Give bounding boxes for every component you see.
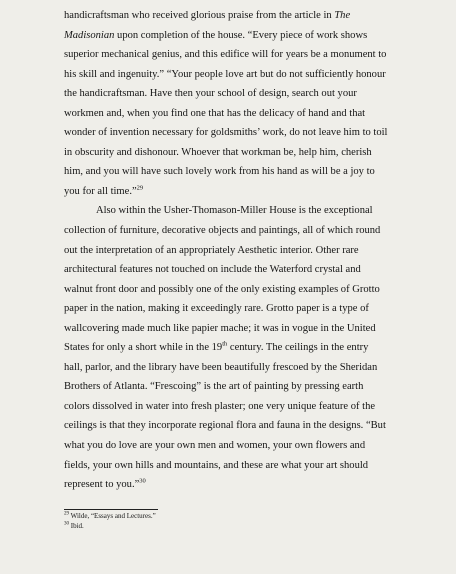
text-run: upon completion of the house. “Every piece of work shows	[114, 29, 368, 41]
text-line	[64, 338, 402, 358]
text-run: collection of furniture, decorative objects and paintings, all of which round	[64, 225, 381, 237]
text-line	[64, 182, 402, 202]
footnote	[64, 512, 156, 522]
footnote-number: 30	[64, 521, 69, 527]
text-line	[64, 221, 402, 241]
text-line	[64, 84, 402, 104]
text-line	[64, 319, 402, 339]
footnote-number: 29	[64, 511, 69, 517]
text-run: colors dissolved in water into fresh plaster; one very unique feature of the	[64, 400, 376, 412]
superscript: 30	[139, 477, 146, 485]
text-run: him, and you will have such lovely work from his hand as will be a joy to	[64, 166, 375, 178]
text-run: represent to you.”	[64, 479, 140, 491]
text-run: the handicraftsman. Have then your school of design, search out your	[64, 88, 357, 100]
text-run: walnut front door and possibly one of the only existing examples of Grotto	[64, 283, 380, 295]
text-line	[64, 65, 402, 85]
text-line	[64, 377, 402, 397]
footnote-text: Wilde, “Essays and Lectures.”	[69, 512, 156, 520]
text-run: in obscurity and dishonour. Whoever that workman be, help him, cherish	[64, 146, 372, 158]
text-line	[64, 358, 402, 378]
text-run: hall, parlor, and the library have been beautifully frescoed by the Sheridan	[64, 361, 378, 373]
text-run: wonder of invention necessary for goldsmiths’ work, do not leave him to toil	[64, 127, 388, 139]
text-line	[64, 201, 402, 221]
text-line	[64, 26, 402, 46]
text-line	[64, 397, 402, 417]
text-run: century. The ceilings in the entry	[227, 342, 369, 354]
text-line	[64, 123, 402, 143]
text-run: out the interpretation of an appropriately Aesthetic interior. Other rare	[64, 244, 359, 256]
text-line	[64, 143, 402, 163]
text-run: wallcovering made much like papier mache; it was in vogue in the United	[64, 322, 376, 334]
footnote	[64, 522, 156, 532]
text-line	[64, 162, 402, 182]
text-line	[64, 45, 402, 65]
text-line	[64, 299, 402, 319]
text-line	[64, 416, 402, 436]
text-run: what you do love are your own men and women, your own flowers and	[64, 440, 366, 452]
footnotes	[64, 512, 156, 531]
text-run: ceilings is that they incorporate regional flora and fauna in the designs. “But	[64, 420, 386, 432]
text-line	[64, 475, 402, 495]
text-line	[64, 6, 402, 26]
superscript: 29	[136, 184, 144, 192]
text-run: architectural features not touched on include the Waterford crystal and	[64, 264, 361, 276]
text-run: workmen and, when you find one that has the delicacy of hand and that	[64, 107, 366, 119]
text-run: his skill and ingenuity.” “Your people love art but do not sufficiently honour	[64, 68, 386, 80]
text-run: handicraftsman who received glorious praise from the article in	[64, 10, 335, 21]
italic-text: Madisonian	[64, 29, 115, 41]
text-run: superior mechanical genius, and this edifice will for years be a monument to	[64, 49, 387, 61]
footnote-divider	[64, 509, 158, 510]
text-line	[64, 104, 402, 124]
text-line	[64, 260, 402, 280]
text-line	[64, 280, 402, 300]
footnote-text: Ibid.	[69, 521, 84, 530]
text-run: fields, your own hills and mountains, and these are what your art should	[64, 459, 369, 471]
text-run: you for all time.”	[64, 185, 137, 197]
superscript: th	[222, 340, 228, 348]
text-line	[64, 436, 402, 456]
body-text	[64, 6, 402, 495]
text-run: paper in the nation, making it exceedingly rare. Grotto paper is a type of	[64, 303, 369, 315]
text-line	[64, 456, 402, 476]
italic-text: The	[334, 10, 351, 21]
text-run: Brothers of Atlanta. “Frescoing” is the art of painting by pressing earth	[64, 381, 364, 393]
text-run: Also within the Usher-Thomason-Miller House is the exceptional	[96, 205, 373, 217]
text-line	[64, 241, 402, 261]
text-run: States for only a short while in the 19	[64, 342, 223, 354]
